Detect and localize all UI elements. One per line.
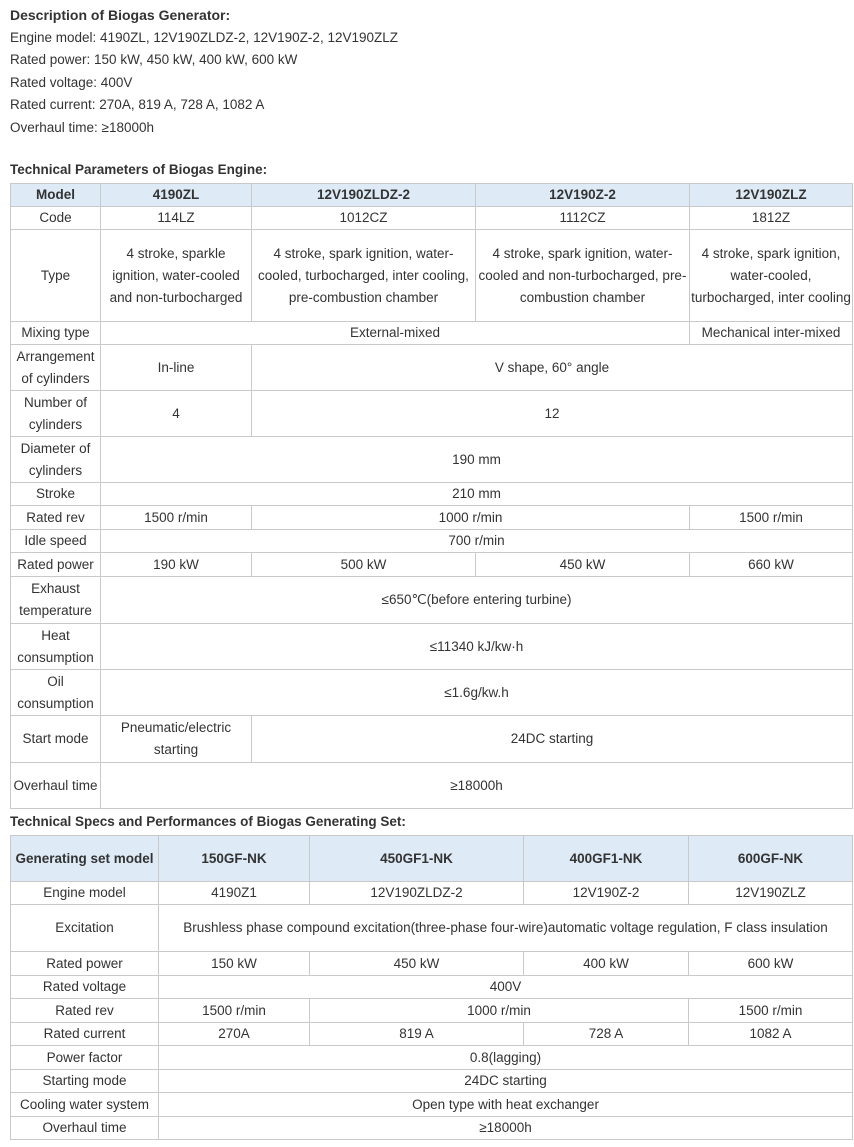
table-row (11, 952, 853, 976)
row-label: Cooling water system (11, 1093, 159, 1117)
row-label: Mixing type (11, 322, 101, 345)
table-row (11, 207, 853, 230)
table-row (11, 530, 853, 553)
table-row (11, 1070, 853, 1093)
engine-section-title: Technical Parameters of Biogas Engine: (10, 162, 268, 177)
table-cell: 1082 A (689, 1023, 853, 1046)
table-cell: 1500 r/min (101, 506, 252, 530)
row-label: Starting mode (11, 1070, 159, 1093)
row-label: Excitation (11, 905, 159, 952)
generator-description (10, 4, 398, 140)
table-row (11, 345, 853, 391)
table-row (11, 322, 853, 345)
table-row (11, 1023, 853, 1046)
table-cell: 4 (101, 391, 252, 437)
row-label: Rated power (11, 553, 101, 577)
table-cell: 12V190ZLDZ-2 (310, 882, 524, 905)
header-cell: 150GF-NK (159, 836, 310, 882)
table-cell: 4 stroke, spark ignition, water-cooled and non-turbocharged, pre-combustion chamber (476, 230, 690, 322)
table-cell: ≤1.6g/kw.h (101, 670, 853, 716)
table-cell: 1112CZ (476, 207, 690, 230)
table-cell: 600 kW (689, 952, 853, 976)
row-label: Stroke (11, 483, 101, 506)
table-cell: 500 kW (252, 553, 476, 577)
table-cell: 400V (159, 976, 853, 999)
row-label: Engine model (11, 882, 159, 905)
table-cell: 1000 r/min (310, 999, 689, 1023)
row-label: Rated power (11, 952, 159, 976)
header-cell: Model (11, 184, 101, 207)
row-label: Type (11, 230, 101, 322)
table-cell: 12V190ZLZ (689, 882, 853, 905)
table-header-row (11, 184, 853, 207)
table-cell: 660 kW (690, 553, 853, 577)
table-row (11, 905, 853, 952)
table-row (11, 624, 853, 670)
table-cell: 24DC starting (159, 1070, 853, 1093)
table-row (11, 577, 853, 624)
table-cell: ≤650℃(before entering turbine) (101, 577, 853, 624)
table-cell: 700 r/min (101, 530, 853, 553)
table-row (11, 437, 853, 483)
table-cell: External-mixed (101, 322, 690, 345)
description-line: Rated current: 270A, 819 A, 728 A, 1082 A (10, 97, 265, 113)
table-cell: 1500 r/min (159, 999, 310, 1023)
description-line: Engine model: 4190ZL, 12V190ZLDZ-2, 12V190Z-2, 12V190ZLZ (10, 29, 398, 45)
table-cell: Pneumatic/electric starting (101, 716, 252, 763)
table-cell: 12V190Z-2 (524, 882, 689, 905)
table-cell: 819 A (310, 1023, 524, 1046)
table-cell: ≥18000h (101, 763, 853, 809)
table-cell: 24DC starting (252, 716, 853, 763)
table-row (11, 1093, 853, 1117)
row-label: Power factor (11, 1046, 159, 1070)
description-line: Overhaul time: ≥18000h (10, 119, 154, 135)
table-row (11, 553, 853, 577)
table-row (11, 1117, 853, 1140)
row-label: Rated current (11, 1023, 159, 1046)
table-cell: 1000 r/min (252, 506, 690, 530)
header-cell: 12V190ZLZ (690, 184, 853, 207)
table-cell: V shape, 60° angle (252, 345, 853, 391)
row-label: Idle speed (11, 530, 101, 553)
table-cell: 12 (252, 391, 853, 437)
row-label: Overhaul time (11, 763, 101, 809)
table-row (11, 882, 853, 905)
table-cell: 450 kW (476, 553, 690, 577)
header-cell: 12V190ZLDZ-2 (252, 184, 476, 207)
row-label: Rated voltage (11, 976, 159, 999)
table-header-row (11, 836, 853, 882)
table-cell: 114LZ (101, 207, 252, 230)
table-cell: 4 stroke, spark ignition, water-cooled, turbocharged, inter cooling, pre-combustion chamber (252, 230, 476, 322)
row-label: Code (11, 207, 101, 230)
table-cell: 190 kW (101, 553, 252, 577)
table-row (11, 999, 853, 1023)
generating-set-table (10, 835, 853, 1140)
table-row (11, 483, 853, 506)
table-cell: ≤11340 kJ/kw·h (101, 624, 853, 670)
table-cell: In-line (101, 345, 252, 391)
header-cell: 400GF1-NK (524, 836, 689, 882)
table-cell: 450 kW (310, 952, 524, 976)
row-label: Heat consumption (11, 624, 101, 670)
table-cell: 270A (159, 1023, 310, 1046)
table-row (11, 763, 853, 809)
description-line: Rated power: 150 kW, 450 kW, 400 kW, 600 kW (10, 52, 298, 68)
table-cell: 4 stroke, spark ignition, water-cooled, turbocharged, inter cooling (690, 230, 853, 322)
engine-parameters-table (10, 183, 853, 809)
row-label: Overhaul time (11, 1117, 159, 1140)
table-cell: 210 mm (101, 483, 853, 506)
header-cell: 450GF1-NK (310, 836, 524, 882)
row-label: Diameter of cylinders (11, 437, 101, 483)
table-cell: 1012CZ (252, 207, 476, 230)
row-label: Rated rev (11, 506, 101, 530)
table-cell: 1500 r/min (689, 999, 853, 1023)
table-cell: 0.8(lagging) (159, 1046, 853, 1070)
table-cell: 190 mm (101, 437, 853, 483)
table-row (11, 716, 853, 763)
header-cell: Generating set model (11, 836, 159, 882)
table-row (11, 670, 853, 716)
row-label: Rated rev (11, 999, 159, 1023)
table-cell: 4 stroke, sparkle ignition, water-cooled and non-turbocharged (101, 230, 252, 322)
table-cell: ≥18000h (159, 1117, 853, 1140)
table-cell: 4190Z1 (159, 882, 310, 905)
header-cell: 600GF-NK (689, 836, 853, 882)
table-cell: 1500 r/min (690, 506, 853, 530)
description-line: Rated voltage: 400V (10, 74, 133, 90)
table-row (11, 1046, 853, 1070)
table-cell: Brushless phase compound excitation(three-phase four-wire)automatic voltage regulation, F class insulation (159, 905, 853, 952)
table-cell: Mechanical inter-mixed (690, 322, 853, 345)
table-cell: 1812Z (690, 207, 853, 230)
header-cell: 12V190Z-2 (476, 184, 690, 207)
table-row (11, 976, 853, 999)
table-cell: 150 kW (159, 952, 310, 976)
table-row (11, 391, 853, 437)
table-row (11, 506, 853, 530)
set-section-title: Technical Specs and Performances of Biogas Generating Set: (10, 814, 406, 829)
table-cell: 728 A (524, 1023, 689, 1046)
table-cell: 400 kW (524, 952, 689, 976)
description-title: Description of Biogas Generator: (10, 7, 231, 23)
row-label: Number of cylinders (11, 391, 101, 437)
table-row (11, 230, 853, 322)
row-label: Arrangement of cylinders (11, 345, 101, 391)
row-label: Oil consumption (11, 670, 101, 716)
row-label: Exhaust temperature (11, 577, 101, 624)
row-label: Start mode (11, 716, 101, 763)
header-cell: 4190ZL (101, 184, 252, 207)
table-cell: Open type with heat exchanger (159, 1093, 853, 1117)
